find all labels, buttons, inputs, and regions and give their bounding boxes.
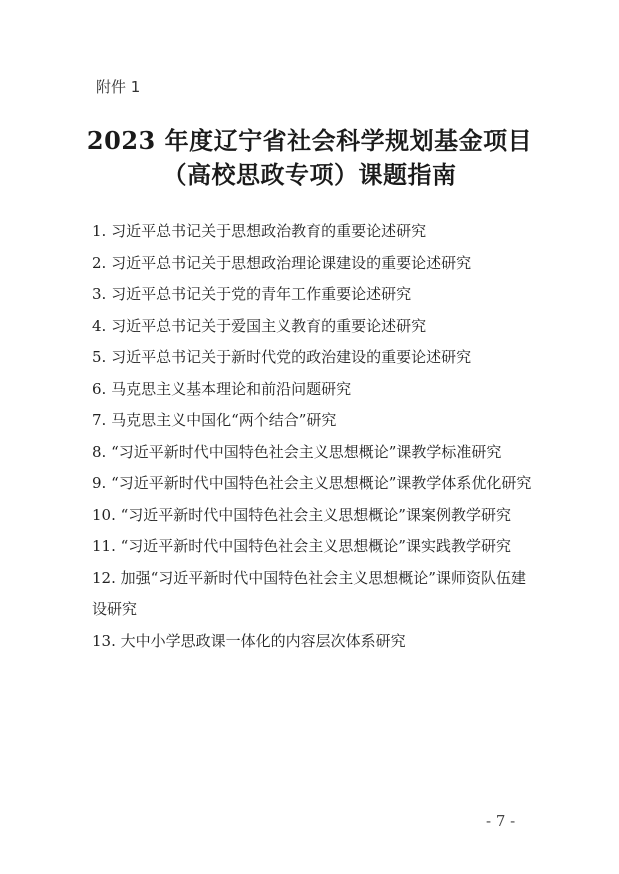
topic-item: 9. “习近平新时代中国特色社会主义思想概论”课教学体系优化研究 xyxy=(92,474,532,492)
topic-item: 5. 习近平总书记关于新时代党的政治建设的重要论述研究 xyxy=(92,348,472,366)
document-title-line-2: （高校思政专项）课题指南 xyxy=(162,160,457,189)
topic-item: 7. 马克思主义中国化“两个结合”研究 xyxy=(92,411,337,429)
topic-item: 1. 习近平总书记关于思想政治教育的重要论述研究 xyxy=(92,222,427,240)
document-title-line-1: 2023 年度辽宁省社会科学规划基金项目 xyxy=(86,126,533,155)
topic-item: 2. 习近平总书记关于思想政治理论课建设的重要论述研究 xyxy=(92,253,472,272)
topic-item: 6. 马克思主义基本理论和前沿问题研究 xyxy=(92,379,352,398)
attachment-label: 附件 1 xyxy=(96,78,141,96)
page-number: - 7 - xyxy=(486,812,516,830)
topic-item: 4. 习近平总书记关于爱国主义教育的重要论述研究 xyxy=(92,316,427,335)
topic-item: 12. 加强“习近平新时代中国特色社会主义思想概论”课师资队伍建设研究 xyxy=(92,568,526,618)
topic-item: 8. “习近平新时代中国特色社会主义思想概论”课教学标准研究 xyxy=(92,442,502,461)
topic-item: 11. “习近平新时代中国特色社会主义思想概论”课实践教学研究 xyxy=(92,537,511,555)
topic-item: 10. “习近平新时代中国特色社会主义思想概论”课案例教学研究 xyxy=(92,505,511,524)
topic-item: 13. 大中小学思政课一体化的内容层次体系研究 xyxy=(92,631,406,650)
topic-item: 3. 习近平总书记关于党的青年工作重要论述研究 xyxy=(92,285,412,303)
topic-list xyxy=(92,216,532,657)
